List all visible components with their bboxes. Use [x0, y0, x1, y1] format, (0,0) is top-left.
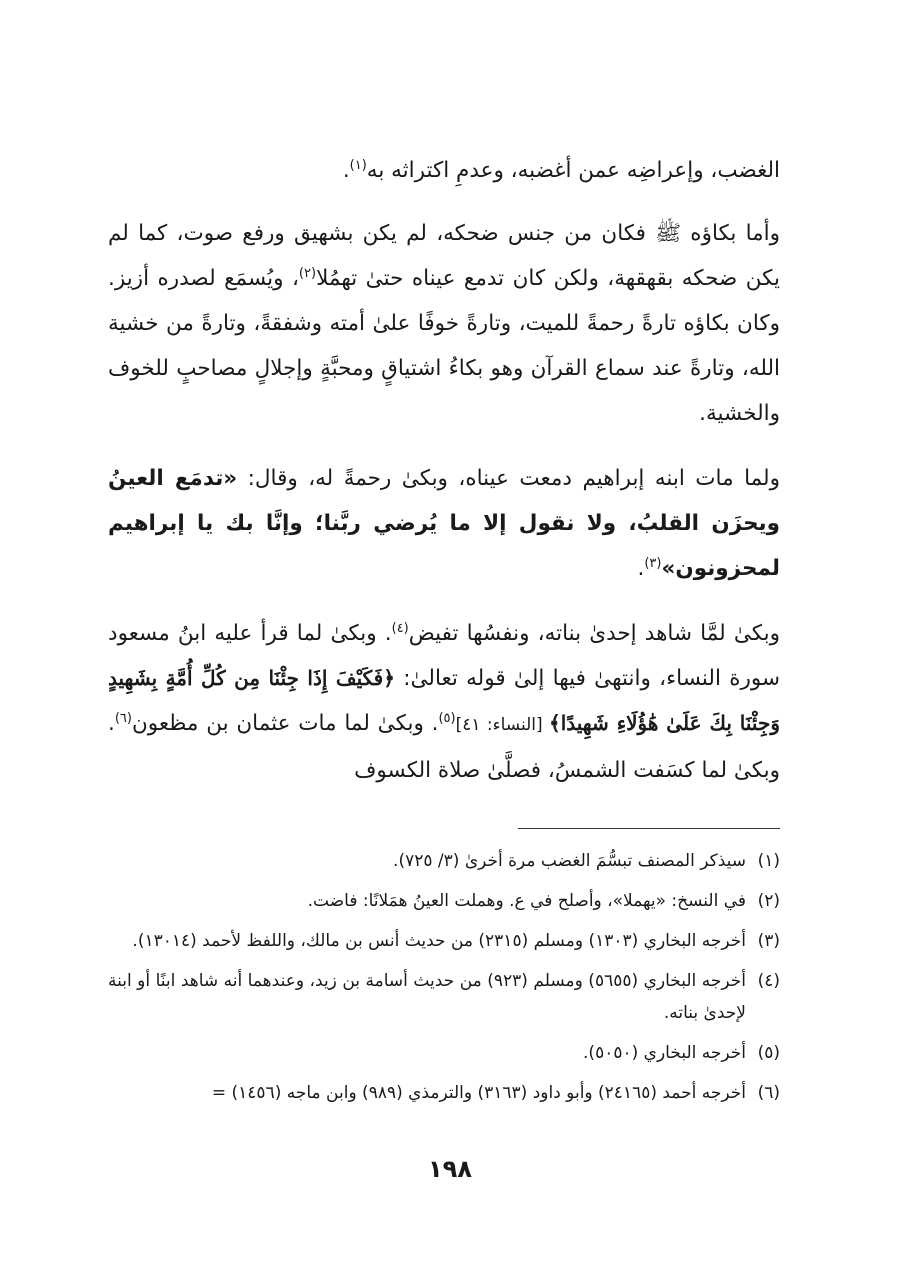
- paragraph-3: [108, 456, 780, 591]
- footnote-item: [108, 1077, 780, 1109]
- hadith-quote: «تدمَع العينُ ويحزَن القلبُ، ولا نقول إلا ما يُرضي ربَّنا؛ وإنَّا بك يا إبراهيم لمحزونون»: [108, 466, 780, 581]
- footnote-item: [108, 1037, 780, 1069]
- footnote-number: (٥): [757, 1043, 780, 1063]
- footnote-number: (١): [757, 851, 780, 871]
- footnote-text: أخرجه أحمد (٢٤١٦٥) وأبو داود (٣١٦٣) والترمذي (٩٨٩) وابن ماجه (١٤٥٦) =: [211, 1083, 746, 1103]
- page-number: ١٩٨: [428, 1155, 472, 1183]
- footnote-ref[interactable]: (٢): [298, 265, 317, 281]
- quran-verse: ﴿فَكَيْفَ إِذَا جِئْنَا مِن كُلِّ أُمَّةٍ بِشَهِيدٍ وَجِئْنَا بِكَ عَلَىٰ هَٰؤُلَاءِ شَهِيدًا﴾: [108, 666, 780, 735]
- footnote-text: أخرجه البخاري (١٣٠٣) ومسلم (٢٣١٥) من حديث أنس بن مالك، واللفظ لأحمد (١٣٠١٤).: [132, 931, 746, 951]
- paragraph-text: . وبكىٰ لما مات عثمان بن مظعون: [131, 711, 439, 736]
- footnote-divider: [518, 828, 780, 829]
- footnote-text: أخرجه البخاري (٥٠٥٠).: [583, 1043, 746, 1063]
- paragraph-text: .: [342, 158, 350, 183]
- footnote-item: [108, 845, 780, 877]
- footnotes: [108, 845, 780, 1117]
- paragraph-text: ولما مات ابنه إبراهيم دمعت عيناه، وبكىٰ رحمةً له، وقال:: [237, 466, 780, 491]
- paragraph-4: [108, 611, 780, 793]
- paragraph-text: . وبكىٰ لما قرأ عليه ابنُ مسعود سورة النساء، وانتهىٰ فيها إلىٰ قوله تعالىٰ:: [108, 621, 780, 691]
- footnote-text: سيذكر المصنف تبسُّمَ الغضب مرة أخرىٰ (٣/ ٧٢٥).: [393, 851, 746, 871]
- footnote-number: (٤): [757, 971, 780, 991]
- footnote-item: [108, 885, 780, 917]
- footnote-number: (٣): [757, 931, 780, 951]
- paragraph-text: .: [637, 556, 645, 581]
- main-text: [108, 148, 780, 813]
- footnote-ref[interactable]: (٣): [644, 555, 662, 571]
- paragraph-text: وبكىٰ لمَّا شاهد إحدىٰ بناته، ونفسُها تفيض: [408, 621, 780, 646]
- footnote-number: (٢): [757, 891, 780, 911]
- footnote-ref[interactable]: (٤): [391, 620, 409, 636]
- footnote-text: أخرجه البخاري (٥٦٥٥) ومسلم (٩٢٣) من حديث أسامة بن زيد، وعندهما أنه شاهد ابنًا أو ابنة لإحدىٰ بناته.: [108, 971, 746, 1023]
- footnote-ref[interactable]: (٥): [438, 710, 456, 726]
- footnote-number: (٦): [757, 1083, 780, 1103]
- paragraph-text: ، ويُسمَع لصدره أزيز. وكان بكاؤه تارةً رحمةً للميت، وتارةً خوفًا علىٰ أمته وشفقةً، وتارةً من خشية الله، وتارةً عند سماع القرآن وهو بكاءُ اشتياقٍ ومحبَّةٍ وإجلالٍ مصاحبٍ للخوف والخشية.: [108, 266, 780, 426]
- footnote-ref[interactable]: (٦): [114, 710, 132, 726]
- paragraph-2: [108, 211, 780, 436]
- verse-reference: [النساء: ٤١]: [455, 715, 549, 735]
- footnote-item: [108, 925, 780, 957]
- footnote-item: [108, 965, 780, 1029]
- paragraph-text: وأما بكاؤه ﷺ فكان من جنس ضحكه، لم يكن بشهيق ورفع صوت، كما لم يكن ضحكه بقهقهة، ولكن كان تدمع عيناه حتىٰ تهمُلا: [108, 221, 780, 291]
- paragraph-1: [108, 148, 780, 193]
- paragraph-text: . وبكىٰ لما كسَفت الشمسُ، فصلَّىٰ صلاة الكسوف: [108, 711, 780, 783]
- footnote-ref[interactable]: (١): [349, 157, 367, 173]
- footnote-text: في النسخ: «يهملا»، وأصلح في ع. وهملت العينُ همَلانًا: فاضت.: [307, 891, 746, 911]
- paragraph-text: الغضب، وإعراضِه عمن أغضبه، وعدمِ اكتراثه به: [366, 158, 780, 183]
